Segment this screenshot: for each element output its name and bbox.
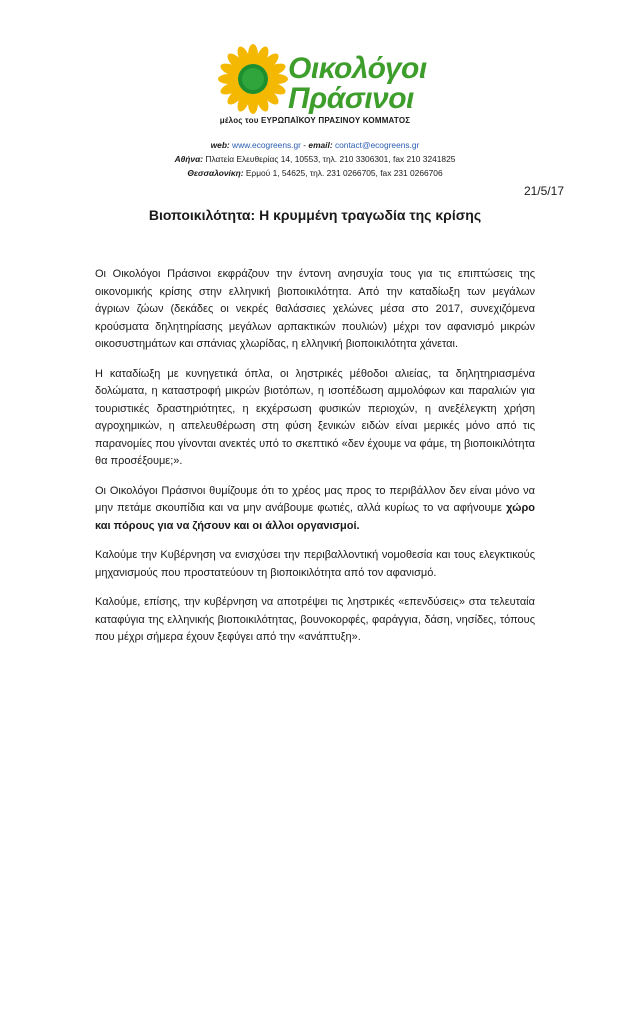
thessaloniki-label: Θεσσαλονίκη: bbox=[187, 168, 244, 178]
athens-label: Αθήνα: bbox=[174, 154, 204, 164]
sunflower-icon bbox=[218, 44, 288, 114]
paragraph-2: Η καταδίωξη με κυνηγετικά όπλα, οι ληστρικές μέθοδοι αλιείας, τα δηλητηριασμένα δολώματα, η καταστροφή μικρών βιοτόπων, η ισοπέδωση αμμολόφων και παραλιών για τουριστικές δραστηριότητες, η εκχέρσωση φυσικών περιοχών, η ανεξέλεγκτη χρήση αγροχημικών, η απελευθέρωση στη φύση ξενικών ειδών είναι μερικές μόνο από τις παρανομίες που γίνονται ανεκτές υπό το σκεπτικό «δεν έχουμε να φάμε, τη βιοποικιλότητα θα προσέξουμε;». bbox=[95, 367, 535, 467]
document-title: Βιοποικιλότητα: Η κρυμμένη τραγωδία της κρίσης bbox=[148, 207, 482, 223]
contact-web-line bbox=[0, 138, 630, 152]
email-link[interactable]: contact@ecogreens.gr bbox=[334, 140, 420, 150]
web-link[interactable]: www.ecogreens.gr bbox=[232, 140, 301, 150]
letterhead bbox=[0, 44, 630, 124]
logo-text-line1: Οικολόγοι bbox=[288, 52, 427, 85]
thessaloniki-address: Ερμού 1, 54625, τηλ. 231 0266705, fax 231 0266706 bbox=[245, 168, 443, 178]
party-tagline: μέλος του ΕΥΡΩΠΑΪΚΟΥ ΠΡΑΣΙΝΟΥ ΚΟΜΜΑΤΟΣ bbox=[219, 116, 411, 125]
paragraph-5: Καλούμε, επίσης, την κυβέρνηση να αποτρέψει τις ληστρικές «επενδύσεις» στα τελευταία καταφύγια της ελληνικής βιοποικιλότητας, βουνοκορφές, φαράγγια, δάση, νησίδες, τόπους που μέχρι σήμερα έχουν ξεφύγει από την «ανάπτυξη». bbox=[95, 596, 535, 643]
paragraph-4: Καλούμε την Κυβέρνηση να ενισχύσει την περιβαλλοντική νομοθεσία και τους ελεγκτικούς μηχανισμούς που προστατεύουν τη βιοποικιλότητα από τον αφανισμό. bbox=[95, 549, 535, 579]
email-label: email: bbox=[308, 140, 333, 150]
contact-thessaloniki-line bbox=[0, 166, 630, 180]
paragraph-1: Οι Οικολόγοι Πράσινοι εκφράζουν την έντονη ανησυχία τους για τις επιπτώσεις της οικονομικής κρίσης στην ελληνική βιοποικιλότητα. Από την καταδίωξη των μεγάλων άγριων ζώων (δεκάδες οι νεκρές θαλάσσιες χελώνες μέσα στο 2017, συνεχιζόμενα κρούσματα δηλητηρίασης μεγάλων αρπακτικών πουλιών) μέχρι τον αφανισμό μικρών οικοσυστημάτων και σπάνιας χλωρίδας, η ελληνική βιοποικιλότητα χάνεται. bbox=[95, 268, 535, 350]
contact-block bbox=[0, 138, 630, 180]
contact-athens-line bbox=[0, 152, 630, 166]
athens-address: Πλατεία Ελευθερίας 14, 10553, τηλ. 210 3306301, fax 210 3241825 bbox=[205, 154, 456, 164]
contact-separator: - bbox=[300, 140, 309, 150]
paragraph-3 bbox=[95, 483, 535, 536]
web-label: web: bbox=[210, 140, 230, 150]
paragraph-3-emphasis: χώρο και πόρους για να ζήσουν και οι άλλοι οργανισμοί. bbox=[95, 502, 535, 532]
document-date: 21/5/17 bbox=[523, 184, 564, 198]
document-body bbox=[95, 266, 535, 659]
paragraph-3-text: Οι Οικολόγοι Πράσινοι θυμίζουμε ότι το χρέος μας προς το περιβάλλον δεν είναι μόνο να μην πετάμε σκουπίδια και να μην ανάβουμε φωτιές, αλλά κυρίως το να αφήνουμε bbox=[95, 484, 535, 514]
logo-text-line2: Πράσινοι bbox=[288, 82, 414, 115]
